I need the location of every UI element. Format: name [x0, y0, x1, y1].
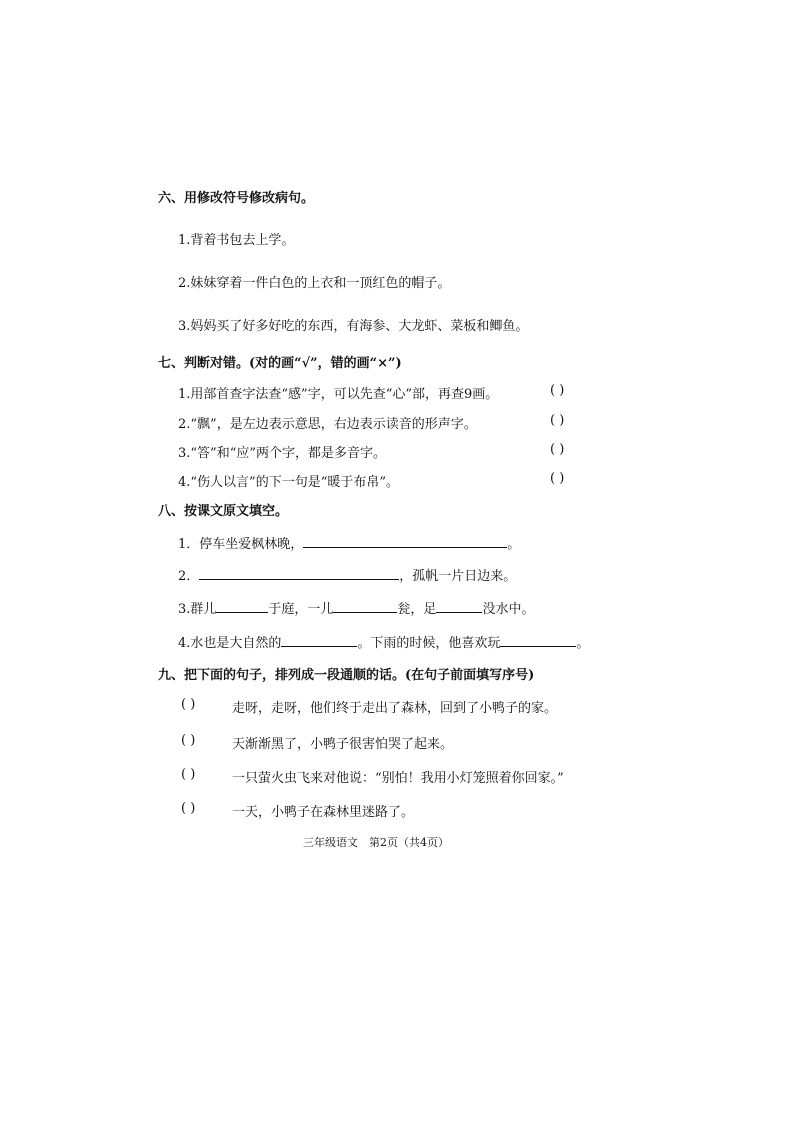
section8-heading: 八、按课文原文填空。: [158, 504, 289, 519]
order-paren[interactable]: ( ): [181, 697, 196, 712]
answer-blank[interactable]: [281, 634, 357, 647]
fill-line-2: [178, 565, 516, 584]
fill-line-3-d: 没水中。: [482, 602, 535, 617]
answer-paren[interactable]: ( ): [550, 442, 565, 457]
answer-blank[interactable]: [500, 634, 576, 647]
answer-blank[interactable]: [303, 535, 507, 548]
section6-item-1: 1.背着书包去上学。: [178, 233, 295, 248]
fill-line-3-a: 3.群儿: [178, 602, 217, 617]
order-paren[interactable]: ( ): [181, 733, 196, 748]
section9-item-2: 天渐渐黑了，小鸭子很害怕哭了起来。: [232, 737, 454, 752]
fill-line-4: [178, 632, 589, 651]
section7-item-1: 1.用部首查字法查“感”字，可以先查“心”部，再查9画。: [178, 387, 499, 402]
section9-item-4: 一天，小鸭子在森林里迷路了。: [232, 805, 415, 820]
fill-line-1-end: 。: [507, 537, 521, 552]
fill-line-4-a: 4.水也是大自然的: [178, 636, 282, 651]
fill-line-1: [178, 533, 520, 552]
fill-line-4-b: 。下雨的时候，他喜欢玩: [357, 636, 501, 651]
section7-item-4: 4.“伤人以言”的下一句是“暖于布帛”。: [178, 475, 399, 490]
section6-item-3: 3.妈妈买了好多好吃的东西，有海参、大龙虾、菜板和鲫鱼。: [178, 319, 529, 334]
section7-item-2: 2.“飘”，是左边表示意思，右边表示读音的形声字。: [178, 417, 477, 432]
order-paren[interactable]: ( ): [181, 801, 196, 816]
section9-item-3: 一只萤火虫飞来对他说：“别怕！我用小灯笼照着你回家。”: [232, 771, 564, 786]
fill-line-4-end: 。: [576, 636, 590, 651]
answer-paren[interactable]: ( ): [550, 383, 565, 398]
section7-heading: 七、判断对错。(对的画“√”，错的画“×”): [158, 356, 402, 371]
answer-blank[interactable]: [436, 600, 482, 613]
fill-line-2-prefix: 2．: [178, 569, 200, 584]
section9-heading: 九、把下面的句子，排列成一段通顺的话。(在句子前面填写序号): [158, 668, 535, 683]
section6-heading: 六、用修改符号修改病句。: [158, 191, 315, 206]
fill-line-1-text: 1．停车坐爱枫林晚，: [178, 537, 304, 552]
fill-line-3: [178, 598, 534, 617]
section9-item-1: 走呀，走呀，他们终于走出了森林，回到了小鸭子的家。: [232, 701, 558, 716]
answer-paren[interactable]: ( ): [550, 413, 565, 428]
page-footer: 三年级语文 第2页（共4页）: [303, 836, 449, 849]
fill-line-2-text: ，孤帆一片日边来。: [399, 569, 517, 584]
section7-item-3: 3.“答”和“应”两个字，都是多音字。: [178, 446, 386, 461]
answer-paren[interactable]: ( ): [550, 471, 565, 486]
answer-blank[interactable]: [333, 600, 397, 613]
fill-line-3-b: 于庭，一儿: [268, 602, 334, 617]
section6-item-2: 2.妹妹穿着一件白色的上衣和一顶红色的帽子。: [178, 276, 451, 291]
answer-blank[interactable]: [216, 600, 268, 613]
fill-line-3-c: 瓮，足: [397, 602, 437, 617]
answer-blank[interactable]: [199, 567, 399, 580]
order-paren[interactable]: ( ): [181, 767, 196, 782]
